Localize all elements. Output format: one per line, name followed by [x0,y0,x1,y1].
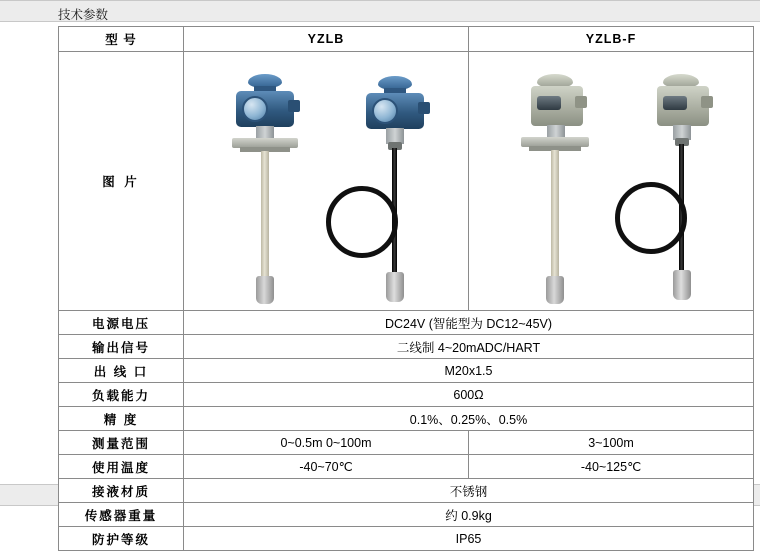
section-band-technical [0,0,760,22]
cable-slack-loop [615,182,687,254]
row-label-protection-grade: 防护等级 [59,527,184,551]
row-value-measuring-range-yzlb-f: 3~100m [469,431,754,455]
table-row [59,335,754,359]
conduit-entry [288,100,300,112]
table-row [59,455,754,479]
image-cell-yzlb [184,52,469,311]
display-window-icon [242,96,268,122]
row-value-power-voltage: DC24V (智能型为 DC12~45V) [184,311,754,335]
row-value-accuracy: 0.1%、0.25%、0.5% [184,407,754,431]
table-row [59,479,754,503]
display-window-icon [372,98,398,124]
row-value-wetted-material: 不锈钢 [184,479,754,503]
conduit-entry [575,96,587,108]
table-row [59,503,754,527]
header-model-yzlb: YZLB [184,27,469,52]
grey-housing-cable-probe [621,74,731,304]
row-value-cable-entry: M20x1.5 [184,359,754,383]
row-label-sensor-weight: 传感器重量 [59,503,184,527]
conduit-entry [418,102,430,114]
row-label-image: 图 片 [59,52,184,311]
row-value-protection-grade: IP65 [184,527,754,551]
table-row [59,431,754,455]
table-row [59,527,754,551]
device-group-yzlb-f [469,52,753,310]
row-value-output-signal: 二线制 4~20mADC/HART [184,335,754,359]
table-row [59,383,754,407]
display-window-icon [537,96,561,110]
row-value-load-capacity: 600Ω [184,383,754,407]
blue-housing-cable-probe [334,76,444,306]
row-value-sensor-weight: 约 0.9kg [184,503,754,527]
device-group-yzlb [184,52,468,310]
table-row [59,407,754,431]
table-header-row [59,27,754,52]
header-model-yzlb-f: YZLB-F [469,27,754,52]
display-window-icon [663,96,687,110]
row-label-load-capacity: 负载能力 [59,383,184,407]
specification-table [58,26,754,551]
row-label-accuracy: 精 度 [59,407,184,431]
row-label-cable-entry: 出 线 口 [59,359,184,383]
row-value-measuring-range-yzlb: 0~0.5m 0~100m [184,431,469,455]
conduit-entry [701,96,713,108]
row-label-measuring-range: 测量范围 [59,431,184,455]
header-model-label: 型 号 [59,27,184,52]
row-label-operating-temperature: 使用温度 [59,455,184,479]
table-image-row [59,52,754,311]
grey-housing-flange-rod-probe [509,74,609,304]
cable-end-sensor [673,270,691,300]
rod-end-weight [546,276,564,304]
rod-end-weight [256,276,274,304]
row-label-power-voltage: 电源电压 [59,311,184,335]
cable-slack-loop [326,186,398,258]
specification-table-wrapper [58,26,732,551]
image-cell-yzlb-f [469,52,754,311]
row-value-operating-temperature-yzlb: -40~70℃ [184,455,469,479]
row-value-operating-temperature-yzlb-f: -40~125℃ [469,455,754,479]
table-row [59,359,754,383]
row-label-output-signal: 输出信号 [59,335,184,359]
section-title-technical: 技术参数 [58,8,109,22]
table-row [59,311,754,335]
row-label-wetted-material: 接液材质 [59,479,184,503]
blue-housing-flange-rod-probe [218,74,318,304]
cable-end-sensor [386,272,404,302]
